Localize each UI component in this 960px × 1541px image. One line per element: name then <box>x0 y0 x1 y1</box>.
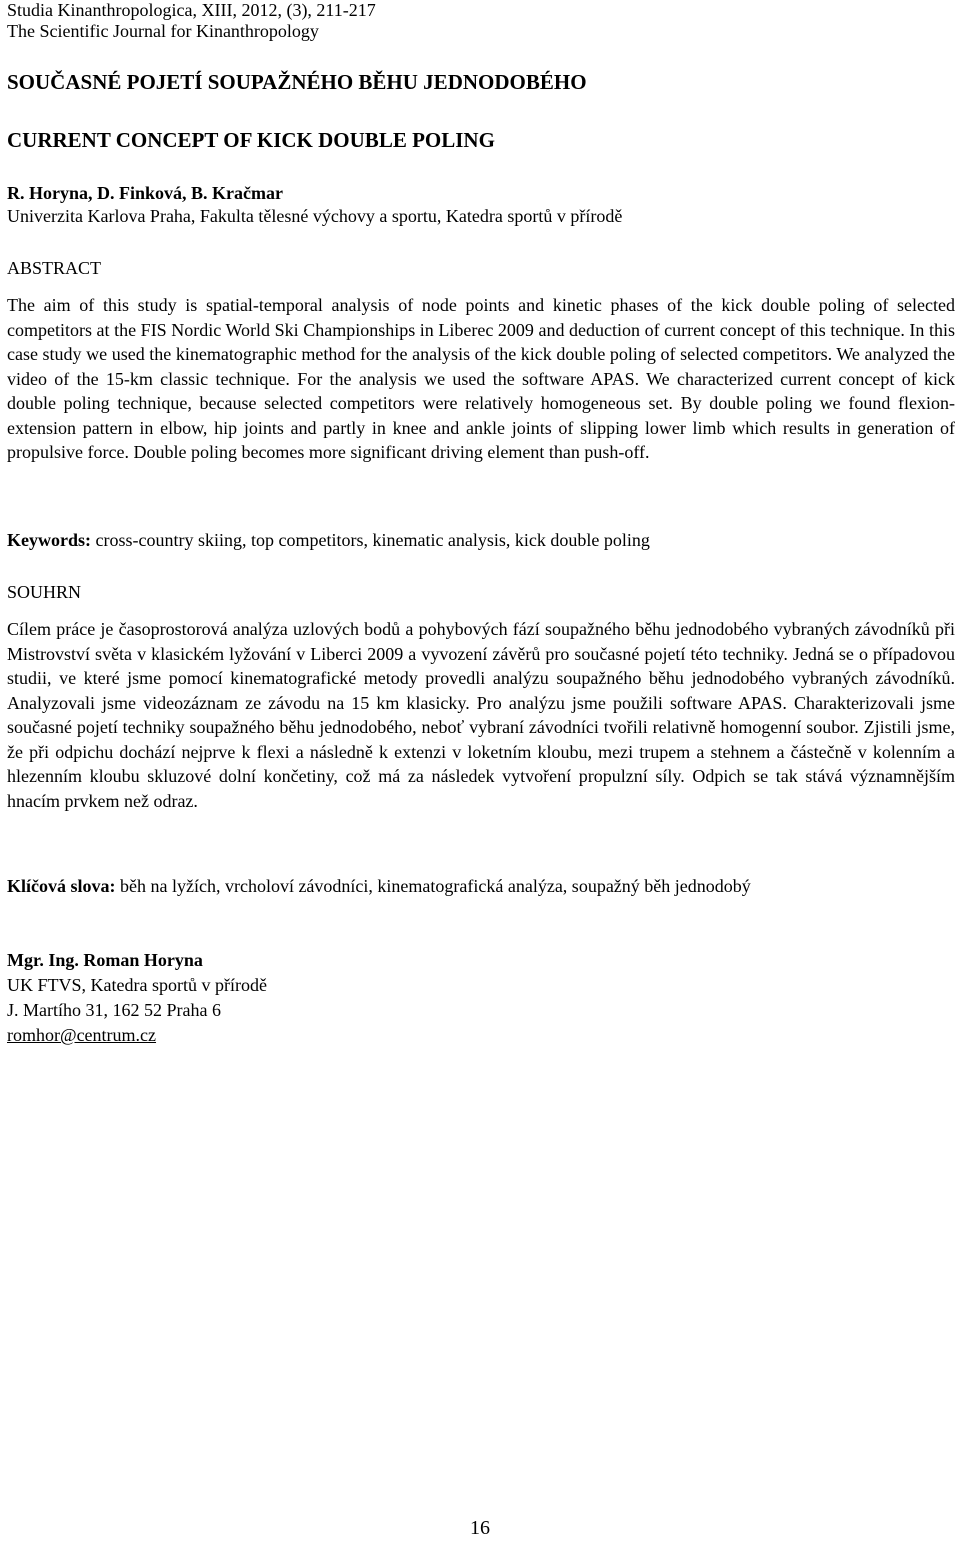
contact-email-link[interactable]: romhor@centrum.cz <box>7 1025 157 1045</box>
title-czech: SOUČASNÉ POJETÍ SOUPAŽNÉHO BĚHU JEDNODOBÉHO <box>7 70 587 94</box>
contact-department: UK FTVS, Katedra sportů v přírodě <box>7 975 267 995</box>
title-english: CURRENT CONCEPT OF KICK DOUBLE POLING <box>7 128 495 152</box>
klicova-slova-label: Klíčová slova: <box>7 876 116 896</box>
souhrn-heading: SOUHRN <box>7 582 82 602</box>
page-number: 16 <box>470 1517 490 1539</box>
keywords <box>7 530 650 551</box>
abstract-heading: ABSTRACT <box>7 258 102 278</box>
journal-subtitle: The Scientific Journal for Kinanthropology <box>7 21 319 41</box>
keywords-text: cross-country skiing, top competitors, kinematic analysis, kick double poling <box>91 530 650 550</box>
keywords-label: Keywords: <box>7 530 91 550</box>
affiliation: Univerzita Karlova Praha, Fakulta tělesné výchovy a sportu, Katedra sportů v přírodě <box>7 206 623 226</box>
klicova-slova-text: běh na lyžích, vrcholoví závodníci, kinematografická analýza, soupažný běh jednodobý <box>115 876 751 896</box>
contact-name: Mgr. Ing. Roman Horyna <box>7 950 203 970</box>
klicova-slova <box>7 876 751 897</box>
authors: R. Horyna, D. Finková, B. Kračmar <box>7 183 283 203</box>
journal-name: Studia Kinanthropologica, XIII, 2012, (3), 211-217 <box>7 0 376 20</box>
abstract-text: The aim of this study is spatial-temporal analysis of node points and kinetic phases of the kick double poling of selected competitors at the FIS Nordic World Ski Championships in Liberec 2009 and deduction of current concept of this technique. In this case study we used the kinematographic method for the analysis of the kick double poling of selected competitors. We analyzed the video of the 15-km classic technique. For the analysis we used the software APAS. We characterized current concept of kick double poling technique, because selected competitors were relatively homogeneous set. By double poling we found flexion-extension pattern in elbow, hip joints and partly in knee and ankle joints of slipping lower limb which results in generation of propulsive force. Double poling becomes more significant driving element than push-off. <box>7 295 955 462</box>
contact-address: J. Martího 31, 162 52 Praha 6 <box>7 1000 221 1020</box>
souhrn-text: Cílem práce je časoprostorová analýza uzlových bodů a pohybových fází soupažného běhu jednodobého vybraných závodníků při Mistrovství světa v klasickém lyžování v Liberci 2009 a vyvození závěrů pro současné pojetí této techniky. Jedná se o případovou studii, ve které jsme pomocí kinematografické metody provedli analýzu soupažného běhu jednodobého vybraných závodníků. Analyzovali jsme videozáznam ze závodu na 15 km klasicky. Pro analýzu jsme použili software APAS. Charakterizovali jsme současné pojetí techniky soupažného běhu jednodobého, neboť vybraní závodníci tvořili relativně homogenní soubor. Zjistili jsme, že při odpichu dochází nejprve k flexi a následně k extenzi v loketním kloubu, mezi trupem a stehnem a částečně v kolenním a hlezenním kloubu skluzové dolní končetiny, což má za následek vytvoření propulzní síly. Odpich se tak stává významnějším hnacím prvkem než odraz. <box>7 619 955 811</box>
